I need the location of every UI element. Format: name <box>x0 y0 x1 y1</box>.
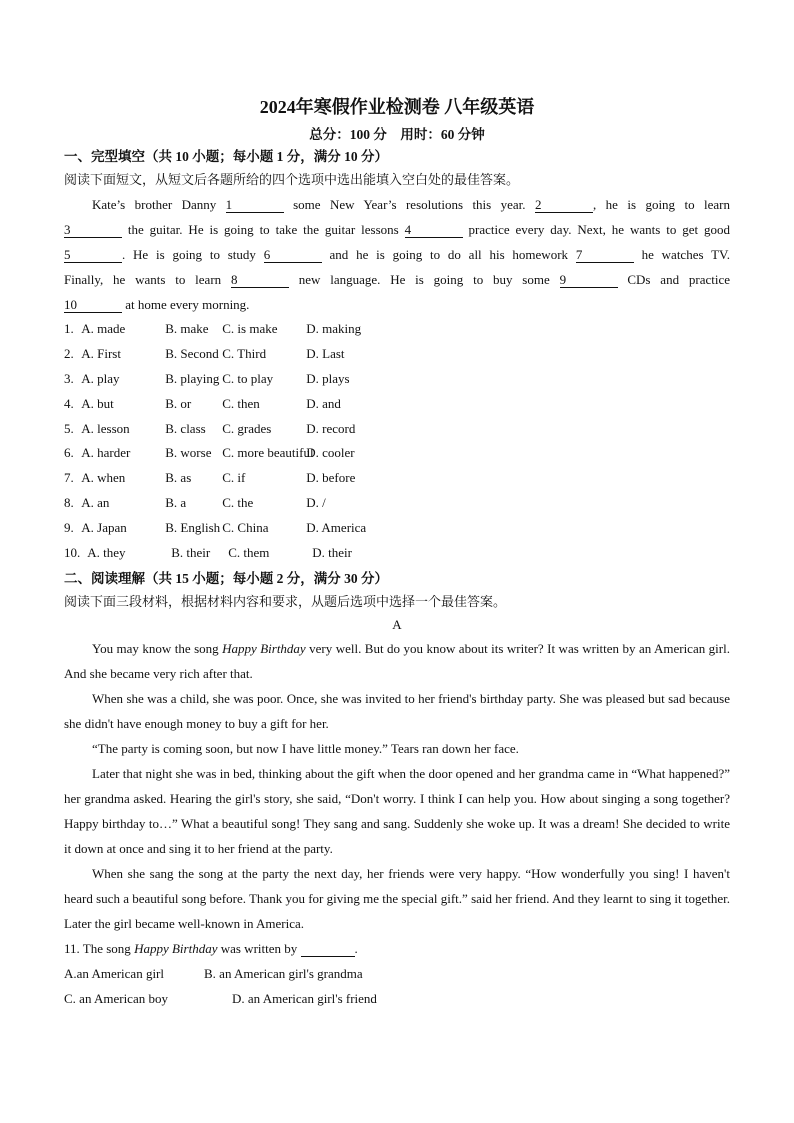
option-c[interactable]: C. more beautiful <box>222 445 314 461</box>
option-c[interactable]: C. Third <box>222 345 267 361</box>
cloze-text: , he is going to learn <box>592 197 730 212</box>
option-a[interactable]: A. made <box>81 321 126 336</box>
section1-heading: 一、完型填空（共 10 小题；每小题 1 分，满分 10 分） <box>64 149 388 164</box>
section2-instruction: 阅读下面三段材料，根据材料内容和要求，从题后选项中选择一个最佳答案。 <box>64 593 507 609</box>
cloze-line <box>64 267 730 292</box>
cloze-text: some New Year’s resolutions this year. <box>283 197 535 212</box>
cloze-blank[interactable]: 8 <box>231 272 289 288</box>
question-number: 8. <box>64 495 74 511</box>
cloze-text: at home every morning. <box>122 297 250 312</box>
option-b[interactable]: B. their <box>171 545 211 561</box>
option-c[interactable]: C. them <box>228 545 270 561</box>
option-a[interactable]: A.an American girl <box>64 965 164 981</box>
option-b[interactable]: B. worse <box>165 445 212 461</box>
option-b[interactable]: B. as <box>165 470 192 486</box>
cloze-passage <box>64 192 730 317</box>
option-row <box>64 392 730 417</box>
option-b[interactable]: B. an American girl's grandma <box>204 965 363 981</box>
option-c[interactable]: C. China <box>222 520 269 536</box>
option-a[interactable]: A. play <box>81 370 120 386</box>
cloze-blank[interactable]: 9 <box>560 272 618 288</box>
cloze-options <box>64 317 730 566</box>
reading-paragraph-4: Later that night she was in bed, thinking about the gift when the door opened and her grandma came in “What happened?” her grandma asked. Hearing the girl's story, she said, “Don't worry. I think I can help you. How about singing a song together? Happy birthday to…” What a beautiful song! They sang and sang. Suddenly she woke up. It was a dream! She decided to write it down at once and sing it to her friend at the party. <box>64 765 730 856</box>
option-row <box>64 441 730 466</box>
option-d[interactable]: D. before <box>306 470 356 486</box>
option-d[interactable]: D. an American girl's friend <box>232 990 377 1006</box>
option-d[interactable]: D. plays <box>306 370 350 386</box>
option-b[interactable]: B. English <box>165 520 221 536</box>
option-d[interactable]: D. and <box>306 395 341 411</box>
reading-paragraph-1: You may know the song Happy Birthday very well. But do you know about its writer? It was written by an American girl. And she became very rich after that. <box>64 640 730 681</box>
option-b[interactable]: B. make <box>165 321 209 336</box>
section2-heading: 二、阅读理解（共 15 小题；每小题 2 分，满分 30 分） <box>64 570 388 586</box>
cloze-text: he watches TV. <box>633 247 730 262</box>
cloze-text: and he is going to do all his homework <box>321 247 576 262</box>
option-a[interactable]: A. when <box>81 470 126 486</box>
option-row <box>64 491 730 516</box>
reading-paragraph-2: When she was a child, she was poor. Once, she was invited to her friend's birthday party. She was pleased but sad because she didn't have enough money to buy a gift for her. <box>64 690 730 731</box>
option-d[interactable]: D. cooler <box>306 445 355 461</box>
exam-info: 总分：100 分 用时：60 分钟 <box>309 127 485 142</box>
question-11-options-row1 <box>64 961 730 986</box>
section1-instruction: 阅读下面短文，从短文后各题所给的四个选项中选出能填入空白处的最佳答案。 <box>64 172 520 187</box>
cloze-line <box>64 192 730 217</box>
option-d[interactable]: D. / <box>306 495 326 511</box>
cloze-blank[interactable]: 10 <box>64 297 122 313</box>
reading-paragraph-3: “The party is coming soon, but now I have little money.” Tears ran down her face. <box>92 740 519 756</box>
option-d[interactable]: D. their <box>312 545 352 561</box>
question-number: 4. <box>64 395 74 411</box>
cloze-blank[interactable]: 2 <box>535 197 593 213</box>
cloze-text: Finally, he wants to learn <box>64 272 231 287</box>
option-b[interactable]: B. a <box>165 495 187 511</box>
cloze-blank[interactable]: 5 <box>64 247 122 263</box>
cloze-text: the guitar. He is going to take the guitar lessons <box>122 222 405 237</box>
answer-blank[interactable] <box>301 941 355 957</box>
cloze-blank[interactable]: 6 <box>264 247 322 263</box>
cloze-blank[interactable]: 4 <box>405 222 463 238</box>
option-a[interactable]: A. First <box>81 345 121 361</box>
option-row <box>64 417 730 442</box>
option-row <box>64 541 730 566</box>
question-number: 7. <box>64 470 74 486</box>
question-number: 5. <box>64 420 74 436</box>
option-c[interactable]: C. to play <box>222 370 274 386</box>
option-b[interactable]: B. class <box>165 420 206 436</box>
option-d[interactable]: D. America <box>306 520 367 536</box>
cloze-blank[interactable]: 3 <box>64 222 122 238</box>
question-number: 2. <box>64 345 74 361</box>
cloze-text: practice every day. Next, he wants to get good <box>462 222 730 237</box>
option-b[interactable]: B. Second <box>165 345 219 361</box>
question-number: 3. <box>64 370 74 386</box>
option-a[interactable]: A. Japan <box>81 520 127 536</box>
option-row <box>64 516 730 541</box>
cloze-text: . He is going to study <box>122 247 264 262</box>
question-number: 10. <box>64 545 81 561</box>
option-a[interactable]: A. an <box>81 495 110 511</box>
song-title: Happy Birthday <box>134 940 218 956</box>
cloze-text: new language. He is going to buy some <box>288 272 560 287</box>
option-c[interactable]: C. an American boy <box>64 990 168 1006</box>
option-d[interactable]: D. making <box>306 321 362 336</box>
cloze-line <box>64 217 730 242</box>
option-d[interactable]: D. record <box>306 420 356 436</box>
passage-label: A <box>392 616 402 632</box>
cloze-line <box>64 242 730 267</box>
option-a[interactable]: A. but <box>81 395 114 411</box>
option-c[interactable]: C. if <box>222 470 246 486</box>
option-row <box>64 342 730 367</box>
question-number: 1. <box>64 321 74 336</box>
option-d[interactable]: D. Last <box>306 345 345 361</box>
cloze-blank[interactable]: 7 <box>576 247 634 263</box>
option-a[interactable]: A. lesson <box>81 420 130 436</box>
cloze-text: CDs and practice <box>617 272 731 287</box>
option-row <box>64 466 730 491</box>
option-a[interactable]: A. they <box>87 545 126 561</box>
option-b[interactable]: B. playing <box>165 370 220 386</box>
question-11-options-row2 <box>64 986 730 1011</box>
page-title: 2024年寒假作业检测卷 八年级英语 <box>259 97 535 117</box>
question-number: 6. <box>64 445 74 461</box>
reading-paragraph-5: When she sang the song at the party the next day, her friends were very happy. “How wonderfully you sing! I haven't heard such a beautiful song before. Thank you for giving me the special gift.” said her friend. And they learnt to sing it together. Later the girl became well-known in America. <box>64 865 730 931</box>
question-11: 11. The song Happy Birthday was written by . <box>64 940 358 956</box>
option-row <box>64 367 730 392</box>
cloze-line <box>64 292 730 317</box>
question-number: 9. <box>64 520 74 536</box>
option-row <box>64 317 730 342</box>
option-c[interactable]: C. then <box>222 395 260 411</box>
option-c[interactable]: C. is make <box>222 321 278 336</box>
option-c[interactable]: C. grades <box>222 420 272 436</box>
cloze-blank[interactable]: 1 <box>226 197 284 213</box>
option-b[interactable]: B. or <box>165 395 192 411</box>
option-a[interactable]: A. harder <box>81 445 131 461</box>
option-c[interactable]: C. the <box>222 495 254 511</box>
song-title: Happy Birthday <box>222 640 306 656</box>
cloze-text: Kate’s brother Danny <box>92 197 226 212</box>
